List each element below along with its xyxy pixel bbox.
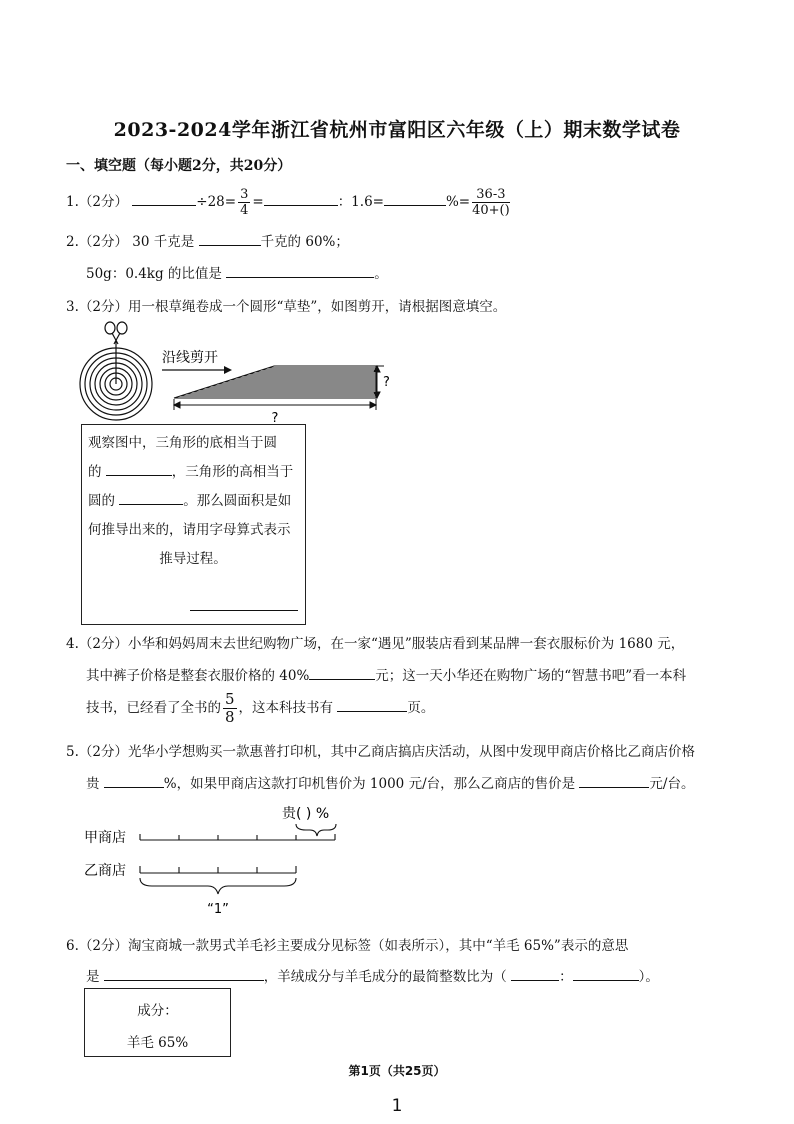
q3-blank-1[interactable] [106,461,172,476]
wool-percentage: 羊毛 65% [126,1035,189,1051]
shop-jia-label: 甲商店 [84,830,126,846]
question-6-line-2: 是 ，羊绒成分与羊毛成分的最简整数比为（ ： ）。 [86,965,659,985]
coiled-mat-icon [80,340,152,420]
triangle-shape [174,366,376,398]
q3-figure [74,318,404,426]
composition-label-box [84,988,231,1057]
section-heading: 一、填空题（每小题2分，共20分） [66,158,292,174]
question-5: 5.（2分）光华小学想购买一款惠普打印机，其中乙商店搞店庆活动，从图中发现甲商店价格比乙商店价格 [66,744,695,760]
q1-blank-3[interactable] [384,191,446,206]
q1-blank-2[interactable] [264,191,338,206]
q3-blank-2[interactable] [119,490,183,505]
unit-one-label: “1” [207,902,229,917]
cut-label: 沿线剪开 [162,350,218,366]
q5-blank-2[interactable] [579,773,649,788]
base-dimension [174,399,376,410]
composition-heading: 成分： [137,1003,178,1019]
q3-answer-box: 观察图中，三角形的底相当于圆 的 ，三角形的高相当于 圆的 。那么圆面积是如 何推导出来的，请用字母算式表示 推导过程。 [81,424,306,625]
page-title: 2023-2024学年浙江省杭州市富阳区六年级（上）期末数学试卷 [113,119,681,141]
q1-fraction-2: $\frac{36-3}{40+()}$ [472,187,510,218]
question-3: 3.（2分）用一根草绳卷成一个圆形“草垫”，如图剪开，请根据图意填空。 [66,299,507,315]
q1-text: ÷28= [196,194,237,210]
question-2: 2.（2分） 30 千克是 千克的 60%； [66,230,349,250]
q4-points: （2分） [78,636,128,652]
base-brace [140,878,296,894]
q6-blank-2[interactable] [511,966,559,981]
q1-number: 1. [66,194,79,210]
q2-number: 2. [66,234,79,250]
q1-points: （2分） [78,194,128,210]
more-expensive-label: 贵( ) % [282,806,330,822]
q3-number: 3. [66,299,79,315]
page-number: 1 [391,1096,403,1116]
question-4-line-3: 技书，已经看了全书的 $\frac{5}{8}$ ，这本科技书有 页。 [86,690,435,726]
q1-fraction-1: $\frac{3}{4}$ [240,187,249,218]
difference-brace [296,824,336,836]
scissors-icon [105,322,127,344]
question-1: 1.（2分） ÷28= $\frac{3}{4}$ = ：1.6= %= $\frac{36-3}{40+()}$ [66,187,510,218]
q4-number: 4. [66,636,79,652]
q3-points: （2分） [78,299,128,315]
shop-yi-bar [140,866,296,873]
q5-points: （2分） [78,744,128,760]
q3-answer-line[interactable] [190,610,298,611]
arrow-icon [224,366,232,374]
question-4-line-2: 其中裤子价格是整套衣服价格的 40% 元；这一天小华还在购物广场的“智慧书吧”看一本科 [86,664,686,684]
q6-blank-3[interactable] [573,966,639,981]
q2-blank-2[interactable] [226,263,374,278]
q6-points: （2分） [78,938,128,954]
q6-number: 6. [66,938,79,954]
question-5-line-2: 贵 %，如果甲商店这款打印机售价为 1000 元/台，那么乙商店的售价是 元/台。 [86,772,694,792]
height-question-mark: ? [383,375,390,390]
q4-fraction: $\frac{5}{8}$ [225,690,235,726]
page-footer: 第1页（共25页） [348,1064,446,1078]
q4-blank-1[interactable] [309,665,375,680]
question-6: 6.（2分）淘宝商城一款男式羊毛衫主要成分见标签（如表所示），其中“羊毛 65%”表示的意思 [66,938,629,954]
q5-number: 5. [66,744,79,760]
q2-blank-1[interactable] [199,231,261,246]
q6-blank-1[interactable] [104,966,264,981]
q5-figure [80,798,380,920]
q5-blank-1[interactable] [104,773,164,788]
shop-yi-label: 乙商店 [84,863,126,879]
q1-blank-1[interactable] [132,191,196,206]
q4-blank-2[interactable] [337,697,407,712]
q2-points: （2分） [78,234,128,250]
shop-jia-bar [140,834,335,840]
question-2-line-2: 50g：0.4kg 的比值是 。 [86,262,388,282]
question-4: 4.（2分）小华和妈妈周末去世纪购物广场，在一家“遇见”服装店看到某品牌一套衣服标价为 1680 元， [66,636,685,652]
base-question-mark: ? [271,411,279,426]
